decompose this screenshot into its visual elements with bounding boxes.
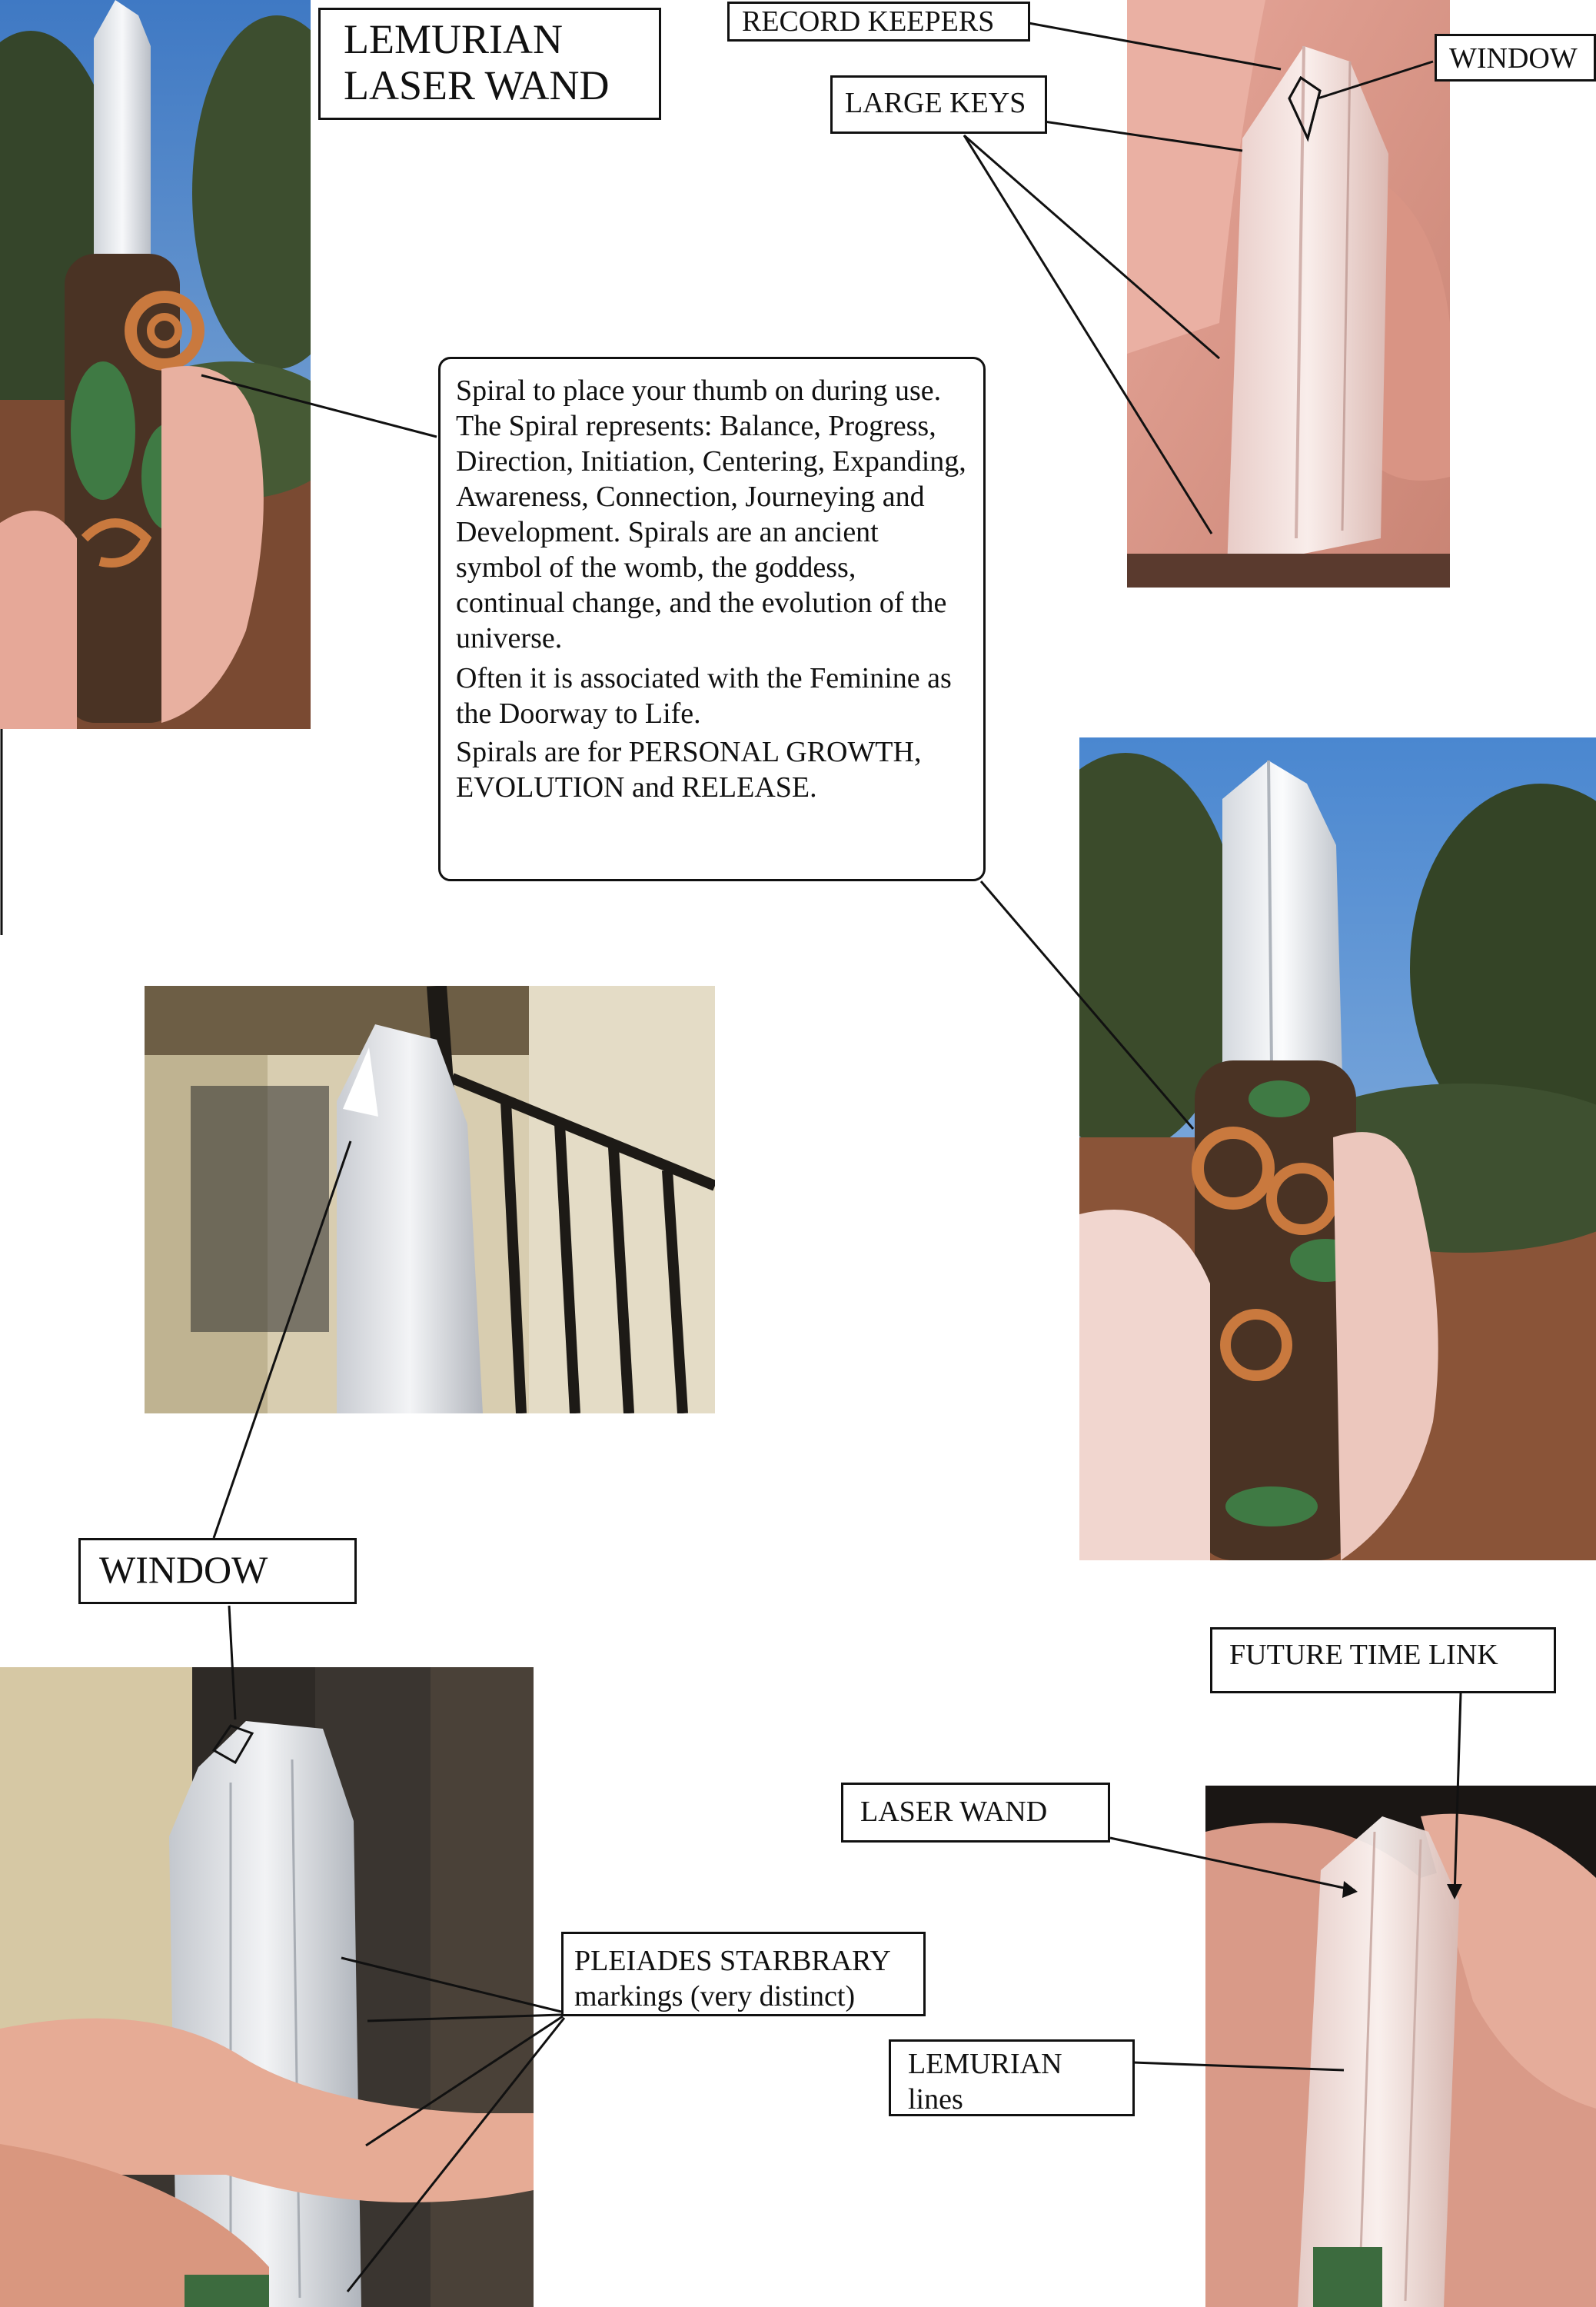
window-facet-marker-top: [1289, 78, 1320, 138]
label-large-keys: LARGE KEYS: [830, 75, 1047, 134]
label-window-top: WINDOW: [1435, 34, 1596, 82]
line-pleiades-b: [367, 2015, 561, 2021]
arrow-laser-wand-icon: [1342, 1881, 1358, 1898]
title-line-2: LASER WAND: [344, 62, 610, 108]
line-pleiades-d: [347, 2018, 564, 2292]
lemurian-line-2: lines: [908, 2083, 963, 2116]
line-record-keepers: [1029, 23, 1281, 69]
description-paragraph-3: Spirals are for PERSONAL GROWTH, EVOLUTION and RELEASE.: [456, 736, 922, 804]
line-large-keys-a: [1044, 122, 1242, 151]
line-pleiades-a: [341, 1958, 561, 2012]
page-title: [318, 8, 661, 120]
label-lemurian-lines: [889, 2039, 1135, 2116]
line-future-time-link: [1455, 1693, 1461, 1896]
label-future-time-link: FUTURE TIME LINK: [1210, 1627, 1556, 1693]
spiral-description-callout: [438, 357, 986, 881]
line-lemurian-lines: [1133, 2062, 1344, 2070]
line-laser-wand: [1110, 1838, 1355, 1890]
label-pleiades-starbrary: [561, 1932, 926, 2016]
line-pleiades-c: [366, 2016, 563, 2146]
line-callout-to-photo3: [981, 881, 1193, 1129]
label-laser-wand: LASER WAND: [841, 1783, 1110, 1843]
arrow-future-time-link-icon: [1447, 1884, 1462, 1899]
line-window-bottom-to-staircase: [214, 1141, 351, 1538]
line-large-keys-b: [964, 135, 1219, 358]
line-window-bottom-to-crystal: [229, 1606, 235, 1719]
pleiades-line-1: PLEIADES STARBRARY: [574, 1945, 891, 1977]
line-large-keys-c: [964, 135, 1212, 534]
pleiades-line-2: markings (very distinct): [574, 1980, 856, 2012]
lemurian-line-1: LEMURIAN: [908, 2048, 1062, 2080]
title-line-1: LEMURIAN: [344, 16, 563, 62]
label-window-bottom: WINDOW: [78, 1538, 357, 1604]
description-paragraph-2: Often it is associated with the Feminine as the Doorway to Life.: [456, 662, 952, 730]
line-spiral-to-photo1: [201, 375, 437, 437]
label-record-keepers: RECORD KEEPERS: [727, 2, 1030, 42]
description-paragraph-1: Spiral to place your thumb on during use. The Spiral represents: Balance, Progress, Direction, Initiation, Centering, Expanding, Awareness, Connection, Journeying and Development. Spirals are an ancient symbol of the womb, the goddess, continual change, and the evolution of the universe.: [456, 375, 966, 654]
window-facet-marker-bottom: [214, 1726, 252, 1763]
line-window-top: [1318, 62, 1433, 98]
